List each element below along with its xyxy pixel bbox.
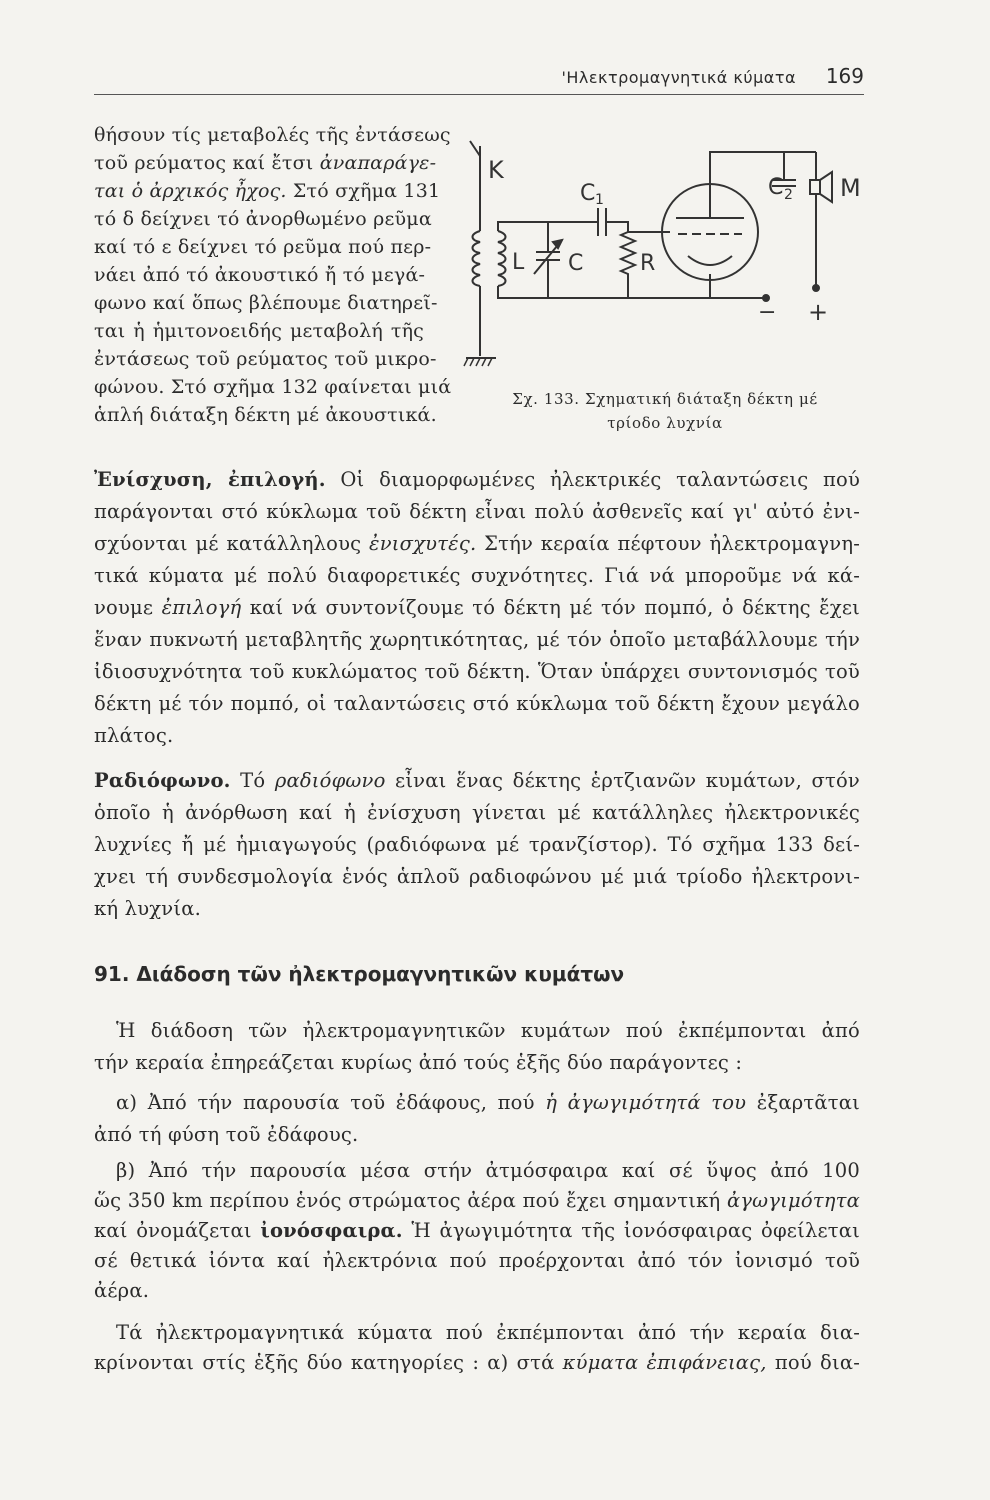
text-line: Ἐνίσχυση, ἐπιλογή. Οἱ διαμορφωμένες ἠλεκτρικές ταλαντώσεις πού bbox=[94, 468, 861, 491]
figure-caption-line: Σχ. 133. Σχηματική διάταξη δέκτη μέ bbox=[512, 390, 818, 408]
label-c1-sub: 1 bbox=[595, 192, 604, 208]
section-title: Διάδοση τῶν ἠλεκτρομαγνητικῶν κυμάτων bbox=[136, 962, 625, 986]
text-line: σχύονται μέ κατάλληλους ἐνισχυτές. Στήν κεραία πέφτουν ἠλεκτρομαγνη- bbox=[94, 532, 860, 555]
text-line: τήν κεραία ἐπηρεάζεται κυρίως ἀπό τούς ἑξῆς δύο παράγοντες : bbox=[94, 1051, 743, 1074]
ground-hatch bbox=[464, 358, 492, 366]
text-line: τικά κύματα μέ πολύ διαφορετικές συχνότητες. Γιά νά μποροῦμε νά κά- bbox=[94, 564, 860, 587]
text-line: κή λυχνία. bbox=[94, 897, 201, 920]
text-line: σέ θετικά ἰόντα καί ἠλεκτρόνια πού προέρχονται ἀπό τόν ἰονισμό τοῦ bbox=[94, 1249, 860, 1272]
variable-arrowhead bbox=[553, 240, 562, 248]
label-antenna: K bbox=[488, 156, 504, 184]
lc-bottom-wire bbox=[498, 286, 738, 298]
text-line: ἀέρα. bbox=[94, 1279, 150, 1302]
text-line: πλάτος. bbox=[94, 724, 174, 747]
text-line: καί ὀνομάζεται ἰονόσφαιρα. Ἡ ἀγωγιμότητα τῆς ἰονόσφαιρας ὀφείλεται bbox=[94, 1219, 861, 1242]
text-line: ὁποῖο ἡ ἀνόρθωση καί ἡ ἐνίσχυση γίνεται μέ κατάλληλες ἠλεκτρονικές bbox=[94, 801, 860, 824]
tube-cathode bbox=[688, 256, 732, 265]
text-line: ἀπό τή φύση τοῦ ἐδάφους. bbox=[94, 1123, 359, 1146]
section-heading bbox=[94, 962, 624, 986]
text-line: τοῦ ρεύματος καί ἔτσι ἀναπαράγε- bbox=[94, 152, 437, 174]
text-line: δέκτη μέ τόν πομπό, οἱ ταλαντώσεις στό κύκλωμα τοῦ δέκτη ἔχουν μεγάλο bbox=[94, 692, 860, 715]
paragraph-heading: Ραδιόφωνο. bbox=[94, 769, 231, 792]
antenna-coil bbox=[473, 231, 481, 286]
speaker-body bbox=[810, 180, 820, 194]
section-number: 91. bbox=[94, 962, 130, 986]
text-line: Τά ἠλεκτρομαγνητικά κύματα πού ἐκπέμπονται ἀπό τήν κεραία δια- bbox=[116, 1321, 860, 1344]
text-line: ἕναν πυκνωτή μεταβλητῆς χωρητικότητας, μέ τόν ὁποῖο μεταβάλλουμε τήν bbox=[94, 628, 860, 651]
label-c2: C bbox=[768, 175, 784, 200]
plus-terminal bbox=[813, 285, 819, 291]
text-line: νουμε ἐπιλογή καί νά συντονίζουμε τό δέκτη μέ τόν πομπό, ὁ δέκτης ἔχει bbox=[94, 596, 860, 619]
text-line: χνει τή συνδεσμολογία ἑνός ἁπλοῦ ραδιοφώνου μέ μιά τρίοδο ἠλεκτρονι- bbox=[94, 865, 860, 888]
text-line: ἰδιοσυχνότητα τοῦ κυκλώματος τοῦ δέκτη. Ὅταν ὑπάρχει συντονισμός τοῦ bbox=[94, 660, 860, 683]
label-minus: − bbox=[758, 300, 777, 325]
label-l: L bbox=[512, 250, 525, 275]
tuning-coil bbox=[498, 231, 506, 286]
text-line: β) Ἀπό τήν παρουσία μέσα στήν ἀτμόσφαιρα καί σέ ὕψος ἀπό 100 bbox=[116, 1159, 860, 1182]
paragraph-heading: Ἐνίσχυση, ἐπιλογή. bbox=[94, 468, 326, 491]
running-title: 'Ηλεκτρομαγνητικά κύματα bbox=[561, 68, 796, 87]
label-c2-sub: 2 bbox=[784, 187, 793, 203]
receiver-schematic bbox=[448, 136, 868, 376]
text-line: ὥς 350 km περίπου ἑνός στρώματος ἀέρα πού ἔχει σημαντική ἀγωγιμότητα bbox=[94, 1189, 861, 1212]
grid-resistor bbox=[621, 232, 635, 298]
text-line: Ραδιόφωνο. Τό ραδιόφωνο εἶναι ἕνας δέκτης ἑρτζιανῶν κυμάτων, στόν bbox=[94, 769, 860, 792]
speaker-cone bbox=[820, 172, 832, 202]
text-line: ἐντάσεως τοῦ ρεύματος τοῦ μικρο- bbox=[94, 348, 437, 370]
text-line: α) Ἀπό τήν παρουσία τοῦ ἐδάφους, πού ἡ ἀγωγιμότητά του ἐξαρτᾶται bbox=[116, 1091, 860, 1114]
label-m: M bbox=[840, 174, 861, 202]
text-line: φώνου. Στό σχῆμα 132 φαίνεται μιά bbox=[94, 376, 452, 398]
text-line: ται ἡ ἡμιτονοειδής μεταβολή τῆς bbox=[94, 320, 424, 342]
text-line: λυχνίες ἤ μέ ἡμιαγωγούς (ραδιόφωνα μέ τρανζίστορ). Τό σχῆμα 133 δεί- bbox=[94, 833, 860, 856]
antenna-tip bbox=[470, 141, 480, 156]
label-r: R bbox=[640, 251, 656, 276]
figure-caption-line: τρίοδο λυχνία bbox=[607, 414, 723, 432]
text-line: κρίνονται στίς ἑξῆς δύο κατηγορίες : α) στά κύματα ἐπιφάνειας, πού δια- bbox=[94, 1351, 860, 1374]
label-c: C bbox=[568, 251, 584, 276]
plate-supply-top bbox=[710, 152, 816, 184]
c1-to-grid bbox=[606, 222, 628, 232]
text-line: παράγονται στό κύκλωμα τοῦ δέκτη εἶναι πολύ ἀσθενεῖς καί γι' αὐτό ἐνι- bbox=[94, 500, 860, 523]
circuit-diagram bbox=[448, 136, 868, 376]
text-line: ἁπλή διάταξη δέκτη μέ ἀκουστικά. bbox=[94, 404, 437, 426]
text-line: θήσουν τίς μεταβολές τῆς ἐντάσεως bbox=[94, 124, 451, 146]
page-header bbox=[94, 66, 864, 95]
page-number: 169 bbox=[825, 64, 864, 88]
label-plus: + bbox=[808, 298, 829, 326]
label-c1: C bbox=[580, 181, 596, 206]
text-line: Ἡ διάδοση τῶν ἠλεκτρομαγνητικῶν κυμάτων πού ἐκπέμπονται ἀπό bbox=[116, 1019, 860, 1042]
text-line: τό δ δείχνει τό ἀνορθωμένο ρεῦμα bbox=[94, 208, 432, 230]
text-line: φωνο καί ὅπως βλέπουμε διατηρεῖ- bbox=[94, 292, 438, 314]
text-line: νάει ἀπό τό ἀκουστικό ἤ τό μεγά- bbox=[94, 264, 426, 286]
text-line: καί τό ε δείχνει τό ρεῦμα πού περ- bbox=[94, 236, 432, 258]
text-line: ται ὁ ἀρχικός ἦχος. Στό σχῆμα 131 bbox=[94, 180, 441, 202]
